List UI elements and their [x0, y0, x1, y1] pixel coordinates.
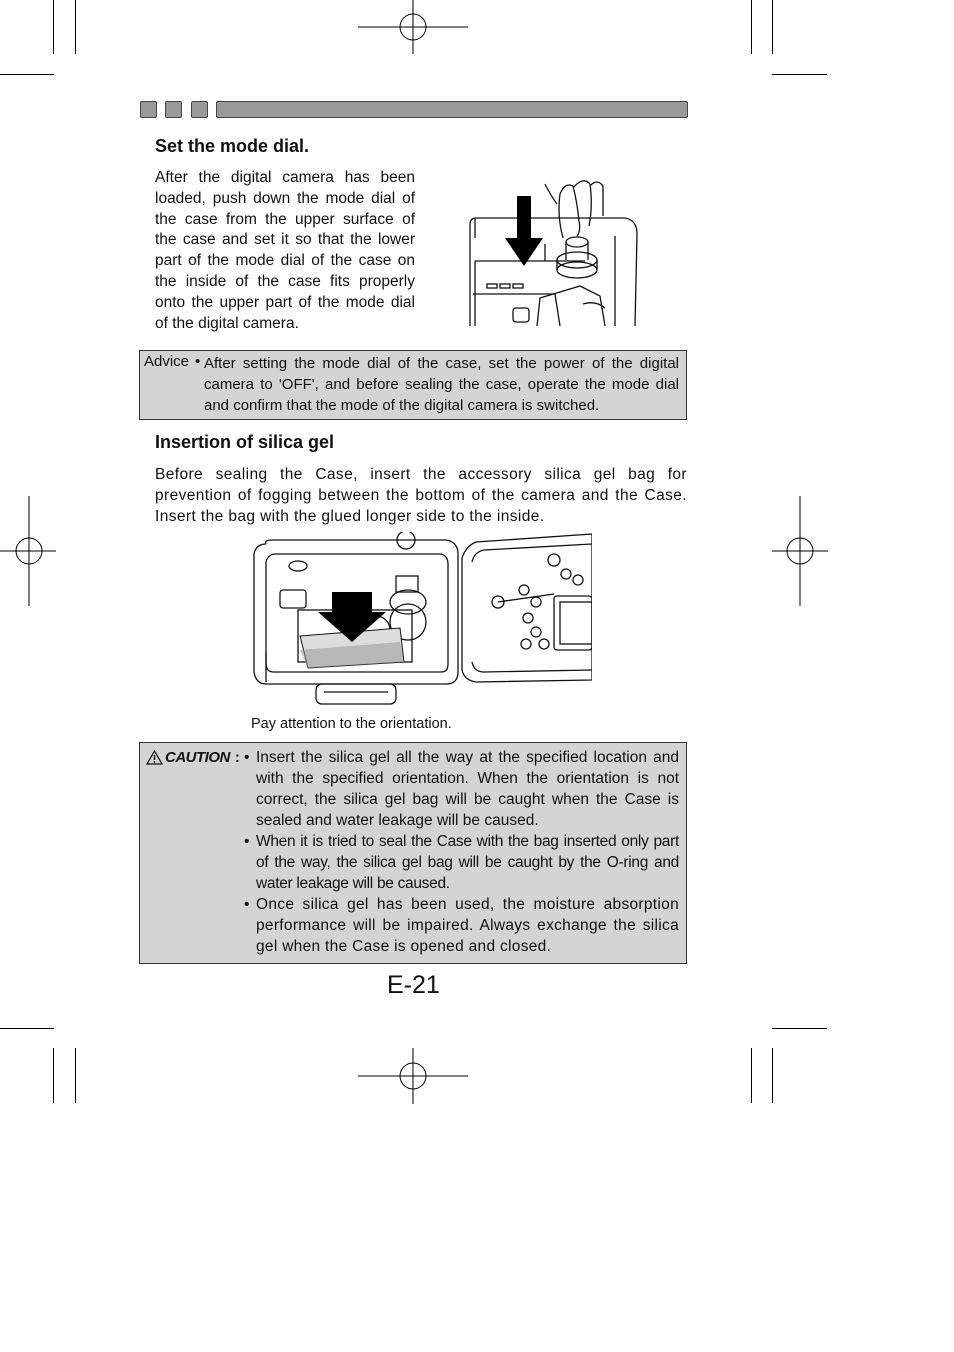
- caution-item-text: Once silica gel has been used, the moisture absorption performance will be impaired. Always exchange the silica gel when the Case is opened and closed.: [256, 896, 679, 955]
- caution-item-text: Insert the silica gel all the way at the specified location and with the specified orientation. When the orientation is not correct, the silica gel bag will be caught when the Case is sealed and water leakage will be caused.: [256, 749, 679, 829]
- mode-dial-paragraph: After the digital camera has been loaded, push down the mode dial of the case from the upper surface of the case and set it so that the lower part of the mode dial of the case on the inside of the case fits properly onto the upper part of the mode dial of the digital camera.: [155, 169, 415, 332]
- header-square-3: [191, 101, 208, 118]
- caution-item: • Once silica gel has been used, the moisture absorption performance will be impaired. Always exchange the silica gel when the Case is opened and closed.: [244, 896, 679, 955]
- header-square-2: [165, 101, 182, 118]
- caution-label: CAUTION: [165, 749, 230, 766]
- caution-list: [244, 747, 679, 957]
- caution-item-text: When it is tried to seal the Case with the bag inserted only part of the way, the silica gel bag will be caught by the O-ring and water leakage will be caused.: [256, 833, 679, 892]
- advice-bullet: •: [195, 353, 201, 370]
- silica-gel-illustration: [236, 532, 592, 712]
- silica-gel-paragraph: Before sealing the Case, insert the accessory silica gel bag for prevention of fogging between the bottom of the camera and the Case. Insert the bag with the glued longer side to the inside.: [155, 466, 687, 525]
- header-bar: [216, 101, 688, 118]
- caution-item: • When it is tried to seal the Case with the bag inserted only part of the way, the silica gel bag will be caught by the O-ring and water leakage will be caused.: [244, 833, 679, 892]
- section-heading-silica-gel: Insertion of silica gel: [155, 432, 335, 452]
- mode-dial-illustration: [465, 176, 645, 326]
- registration-mark-left: [0, 496, 56, 606]
- advice-box: [139, 350, 687, 420]
- caution-colon: :: [234, 749, 240, 766]
- caution-box: [139, 742, 687, 964]
- registration-mark-bottom: [358, 1048, 468, 1104]
- registration-mark-top: [358, 0, 468, 56]
- page-number: E-21: [387, 971, 440, 999]
- advice-label: Advice: [144, 353, 190, 370]
- header-square-1: [140, 101, 157, 118]
- advice-text: After setting the mode dial of the case, set the power of the digital camera to 'OFF', and before sealing the case, operate the mode dial and confirm that the mode of the digital camera is switched.: [204, 355, 679, 414]
- section-heading-mode-dial: Set the mode dial.: [155, 136, 310, 156]
- caution-label-group: [146, 749, 239, 766]
- orientation-caption: Pay attention to the orientation.: [251, 716, 452, 732]
- registration-mark-right: [772, 496, 828, 606]
- caution-item: • Insert the silica gel all the way at the specified location and with the specified orientation. When the orientation is not correct, the silica gel bag will be caught when the Case is sealed and water leakage will be caused.: [244, 749, 679, 829]
- warning-triangle-icon: [146, 750, 163, 765]
